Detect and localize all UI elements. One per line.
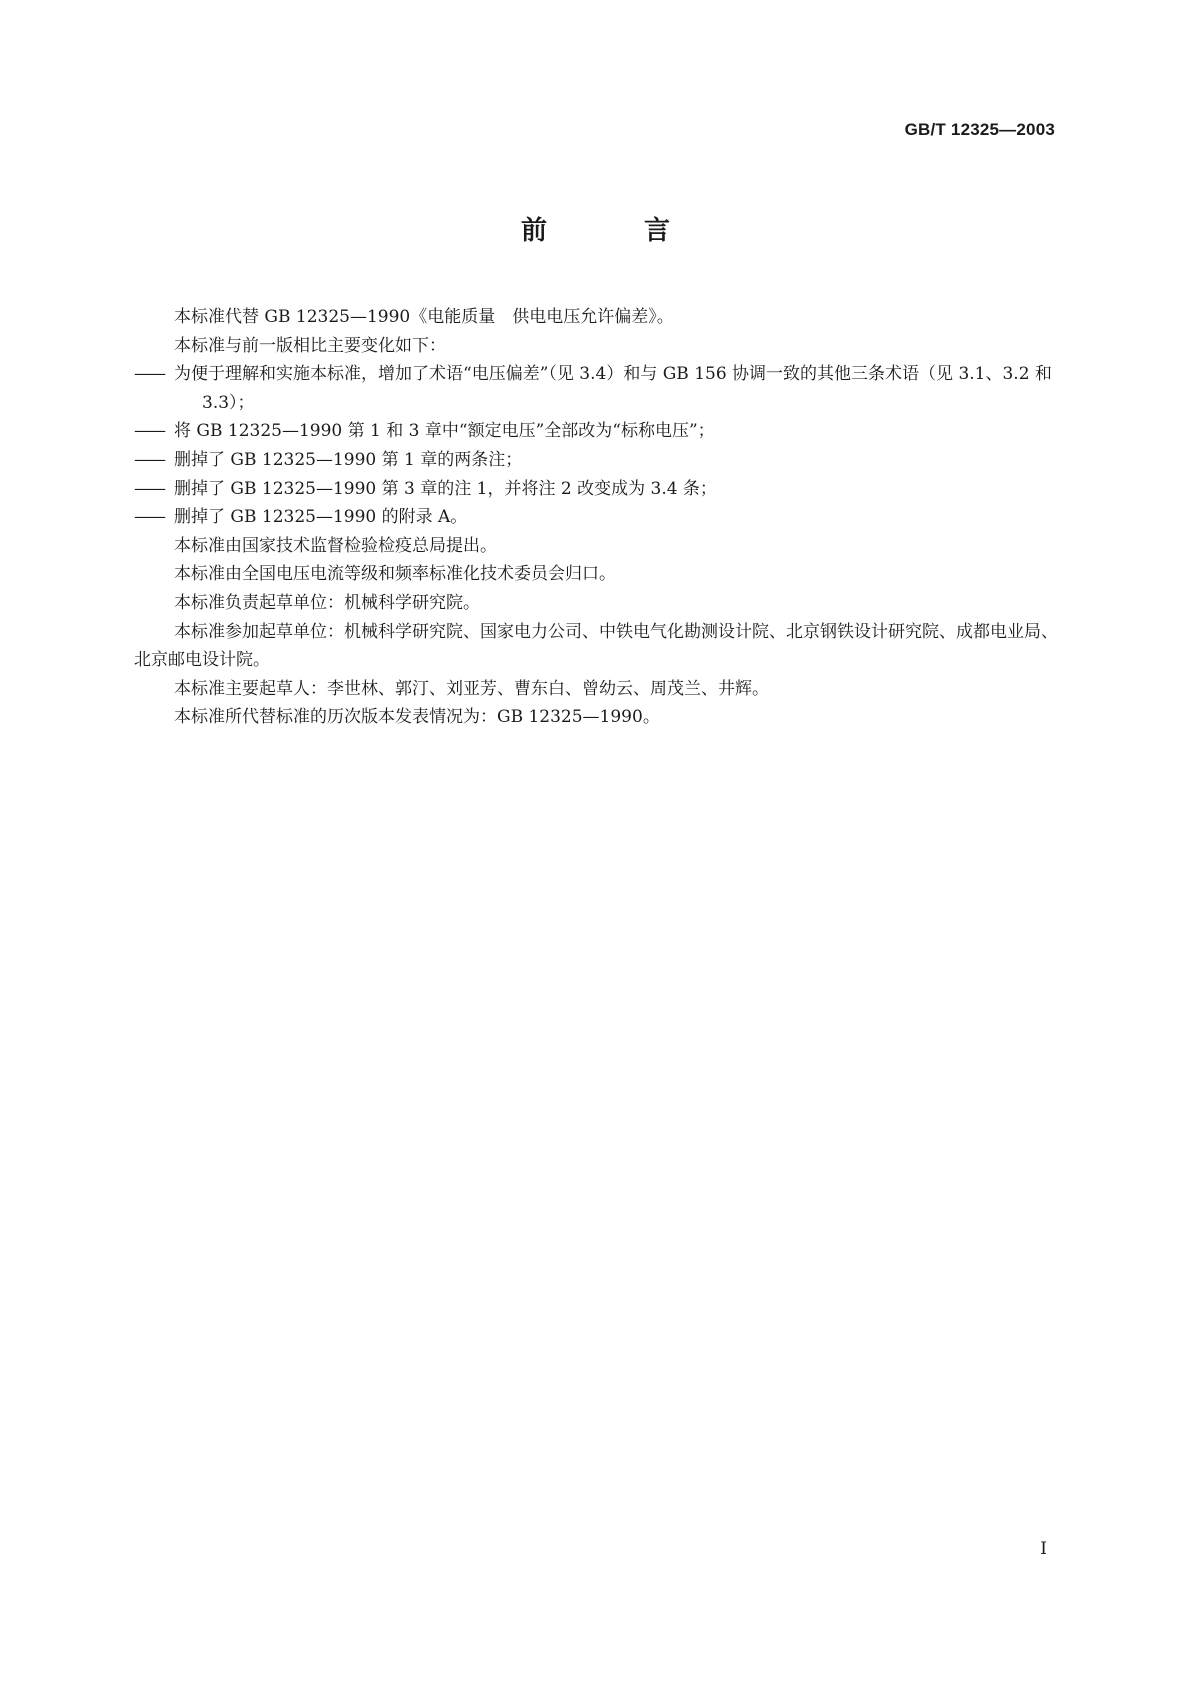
change-item bbox=[134, 417, 1062, 446]
history-paragraph: 本标准所代替标准的历次版本发表情况为：GB 12325—1990。 bbox=[174, 707, 660, 728]
participating-units-paragraph: 本标准参加起草单位：机械科学研究院、国家电力公司、中铁电气化勘测设计院、北京钢铁设计研究院、成都电业局、北京邮电设计院。 bbox=[134, 621, 1058, 671]
foreword-body bbox=[134, 303, 1062, 732]
change-item bbox=[134, 360, 1062, 417]
intro-paragraph: 本标准代替 GB 12325—1990《电能质量 供电电压允许偏差》。 bbox=[174, 307, 674, 327]
dash-mark: —— bbox=[134, 449, 164, 470]
change-item-text: 删掉了 GB 12325—1990 第 3 章的注 1，并将注 2 改变成为 3.4 条； bbox=[174, 478, 717, 499]
changes-intro-paragraph: 本标准与前一版相比主要变化如下： bbox=[174, 335, 446, 356]
change-item bbox=[134, 475, 1062, 504]
dash-mark: —— bbox=[134, 364, 164, 385]
drafting-unit-paragraph: 本标准负责起草单位：机械科学研究院。 bbox=[174, 592, 480, 613]
standard-code: GB/T 12325—2003 bbox=[904, 120, 1055, 139]
change-item bbox=[134, 446, 1062, 475]
change-item-text: 删掉了 GB 12325—1990 第 1 章的两条注； bbox=[174, 449, 523, 470]
proposed-by-paragraph: 本标准由国家技术监督检验检疫总局提出。 bbox=[174, 535, 497, 556]
change-item-text: 将 GB 12325—1990 第 1 和 3 章中“额定电压”全部改为“标称电压”； bbox=[174, 421, 715, 442]
dash-mark: —— bbox=[134, 421, 164, 442]
page-number: I bbox=[1040, 1539, 1047, 1559]
page-title: 前 言 bbox=[520, 216, 715, 246]
change-item bbox=[134, 503, 1062, 532]
dash-mark: —— bbox=[134, 507, 164, 528]
drafters-paragraph: 本标准主要起草人：李世林、郭汀、刘亚芳、曹东白、曾幼云、周茂兰、井辉。 bbox=[174, 678, 769, 699]
dash-mark: —— bbox=[134, 478, 164, 499]
change-item-text: 删掉了 GB 12325—1990 的附录 A。 bbox=[174, 507, 468, 528]
administered-by-paragraph: 本标准由全国电压电流等级和频率标准化技术委员会归口。 bbox=[174, 564, 616, 585]
change-item-text: 为便于理解和实施本标准，增加了术语“电压偏差”（见 3.4）和与 GB 156 协调一致的其他三条术语（见 3.1、3.2 和 3.3）； bbox=[174, 364, 1052, 413]
